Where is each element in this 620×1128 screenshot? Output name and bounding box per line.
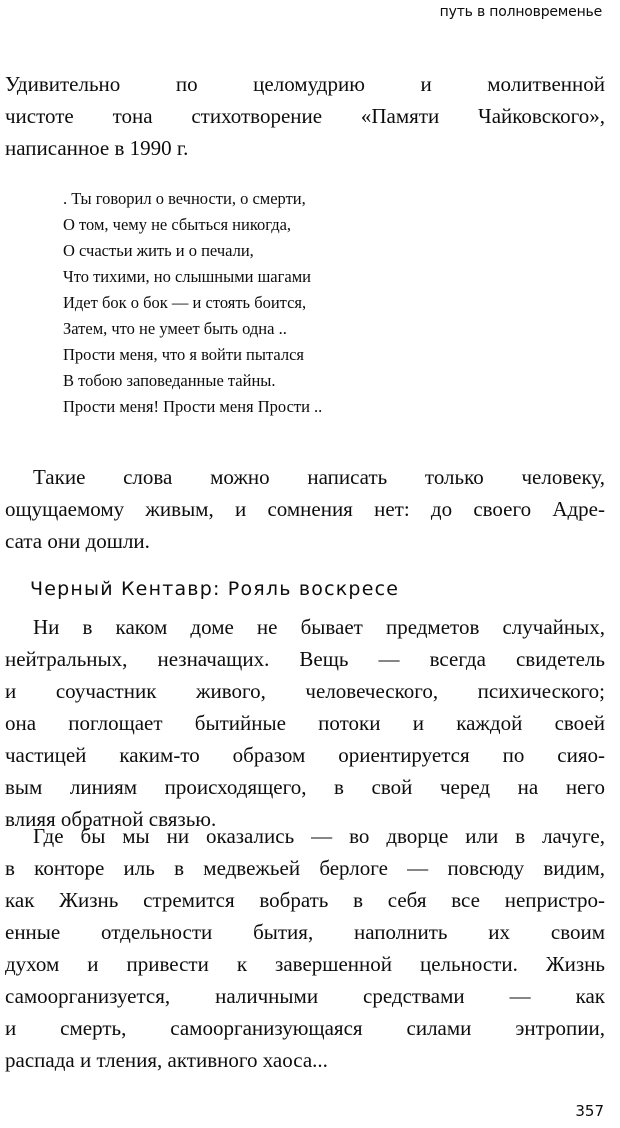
text-line: духом и привести к завершенной цельности. Жизнь	[5, 952, 605, 976]
poem-line: В тобою заповеданные тайны.	[63, 371, 276, 390]
text-line: самоорганизуется, наличными средствами — как	[5, 984, 605, 1008]
text-line: Где бы мы ни оказались — во дворце или в лачуге,	[33, 824, 605, 848]
page-number: 357	[575, 1102, 604, 1120]
text-line: сата они дошли.	[5, 529, 150, 553]
text-line: как Жизнь стремится вобрать в себя все непристро-	[5, 888, 605, 912]
text-line: она поглощает бытийные потоки и каждой своей	[5, 711, 605, 735]
poem-line: О том, чему не сбыться никогда,	[63, 215, 292, 234]
poem-line: Идет бок о бок — и стоять боится,	[63, 293, 307, 312]
text-line: Удивительно по целомудрию и молитвенной	[5, 72, 605, 96]
poem-line: Затем, что не умеет быть одна ..	[63, 319, 287, 338]
section-heading: Черный Кентавр: Рояль воскресе	[30, 578, 400, 600]
text-line: распада и тления, активного хаоса...	[5, 1048, 328, 1072]
paragraph-after-poem	[5, 461, 605, 557]
poem-block	[63, 186, 322, 420]
text-line: енные отдельности бытия, наполнить их своим	[5, 920, 605, 944]
text-line: чистоте тона стихотворение «Памяти Чайковского»,	[5, 104, 605, 128]
poem-line: Прости меня, что я войти пытался	[63, 345, 304, 364]
text-line: Такие слова можно написать только человеку,	[33, 465, 605, 489]
text-line: влияя обратной связью.	[5, 807, 217, 831]
text-line: ощущаемому живым, и сомнения нет: до своего Адре-	[5, 497, 605, 521]
paragraph-section-1	[5, 611, 605, 835]
text-line: и соучастник живого, человеческого, психического;	[5, 679, 605, 703]
text-line: нейтральных, незначащих. Вещь — всегда свидетель	[5, 647, 605, 671]
poem-line: . Ты говорил о вечности, о смерти,	[63, 189, 306, 208]
poem-line: О счастьи жить и о печали,	[63, 241, 254, 260]
text-line: вым линиям происходящего, в свой черед на него	[5, 775, 605, 799]
paragraph-section-2	[5, 820, 605, 1076]
text-line: частицей каким-то образом ориентируется по сияо-	[5, 743, 605, 767]
running-header: путь в полновременье	[439, 4, 602, 20]
poem-line: Прости меня! Прости меня Прости ..	[63, 397, 323, 416]
text-line: написанное в 1990 г.	[5, 136, 189, 160]
poem-line: Что тихими, но слышными шагами	[63, 267, 311, 286]
text-line: Ни в каком доме не бывает предметов случайных,	[33, 615, 605, 639]
text-line: и смерть, самоорганизующаяся силами энтропии,	[5, 1016, 605, 1040]
paragraph-intro	[5, 68, 605, 164]
text-line: в конторе иль в медвежьей берлоге — повсюду видим,	[5, 856, 605, 880]
